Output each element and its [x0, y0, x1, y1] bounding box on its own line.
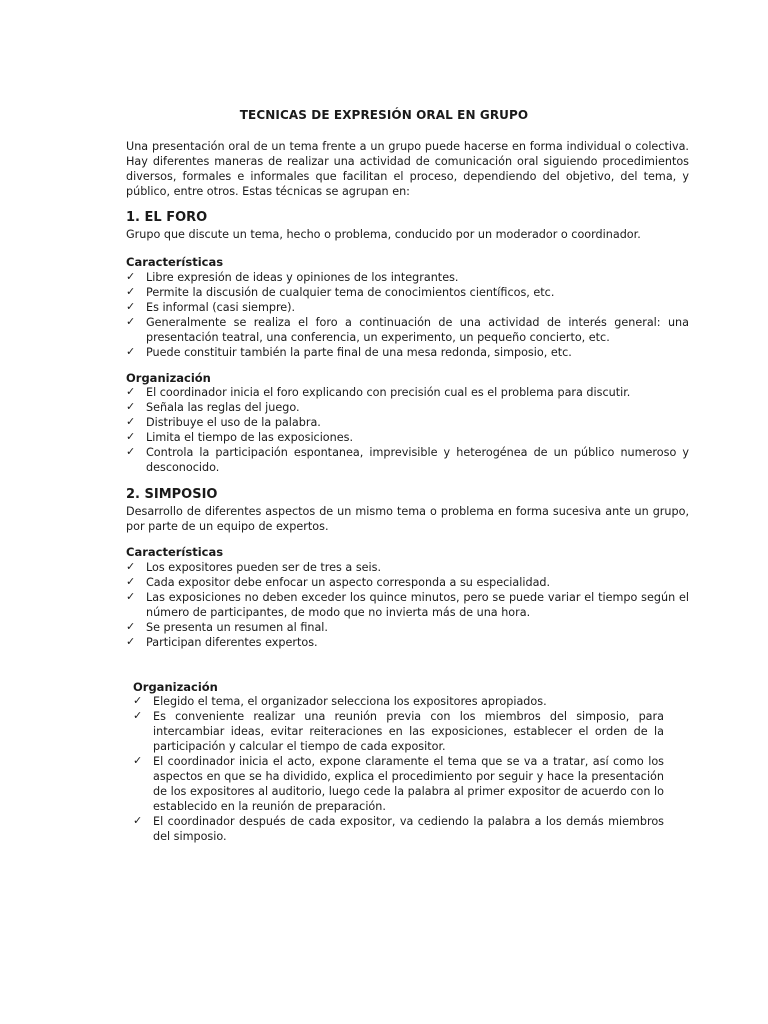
check-icon: ✓ [126, 635, 136, 648]
list-item: ✓ Señala las reglas del juego. [126, 400, 300, 414]
check-icon: ✓ [126, 430, 136, 443]
foro-organizacion-title: Organización [126, 371, 211, 385]
simposio-description: Desarrollo de diferentes aspectos de un mismo tema o problema en forma sucesiva ante un grupo, por parte de un equipo de expertos. [126, 505, 689, 533]
document-title: TECNICAS DE EXPRESIÓN ORAL EN GRUPO [239, 108, 529, 122]
list-item: ✓ Permite la discusión de cualquier tema de conocimientos científicos, etc. [126, 285, 555, 299]
simposio-organizacion-title: Organización [133, 680, 218, 694]
check-icon: ✓ [133, 814, 143, 827]
intro-paragraph: Una presentación oral de un tema frente a un grupo puede hacerse en forma individual o colectiva. Hay diferentes maneras de realizar una actividad de comunicación oral siguiendo procedimientos diversos, formales e informales que facilitan el proceso, dependiendo del objetivo, del tema, y público, entre otros. Estas técnicas se agrupan en: [126, 140, 689, 198]
check-icon: ✓ [126, 415, 136, 428]
simposio-caracteristicas-title: Características [126, 545, 224, 559]
simposio-organizacion-list [133, 694, 664, 844]
check-icon: ✓ [133, 754, 143, 767]
list-item: ✓ Puede constituir también la parte final de una mesa redonda, simposio, etc. [126, 345, 572, 359]
list-item: ✓ Controla la participación espontanea, imprevisible y heterogénea de un público numeroso y desconocido. [126, 445, 689, 474]
list-item: ✓ Se presenta un resumen al final. [126, 620, 328, 634]
list-item: ✓ Los expositores pueden ser de tres a seis. [126, 560, 382, 574]
check-icon: ✓ [126, 575, 136, 588]
list-item: ✓ Generalmente se realiza el foro a continuación de una actividad de interés general: una presentación teatral, una conferencia, un experimento, un pequeño concierto, etc. [126, 315, 689, 344]
foro-heading: 1. EL FORO [126, 210, 208, 225]
foro-description: Grupo que discute un tema, hecho o problema, conducido por un moderador o coordinador. [126, 228, 641, 241]
simposio-caracteristicas-list [126, 560, 689, 650]
check-icon: ✓ [126, 400, 136, 413]
check-icon: ✓ [126, 270, 136, 283]
check-icon: ✓ [133, 694, 143, 707]
check-icon: ✓ [126, 620, 136, 633]
list-item: ✓ Cada expositor debe enfocar un aspecto corresponda a su especialidad. [126, 575, 551, 589]
list-item: ✓ El coordinador inicia el foro explicando con precisión cual es el problema para discutir. [126, 385, 631, 399]
list-item: ✓ Limita el tiempo de las exposiciones. [126, 430, 354, 444]
check-icon: ✓ [126, 445, 136, 458]
check-icon: ✓ [126, 315, 136, 328]
check-icon: ✓ [126, 345, 136, 358]
list-item: ✓ Elegido el tema, el organizador selecciona los expositores apropiados. [133, 694, 547, 708]
list-item: ✓ Distribuye el uso de la palabra. [126, 415, 321, 429]
foro-organizacion-list [126, 385, 689, 475]
check-icon: ✓ [133, 709, 143, 722]
list-item: ✓ El coordinador después de cada expositor, va cediendo la palabra a los demás miembros del simposio. [133, 814, 664, 843]
check-icon: ✓ [126, 590, 136, 603]
list-item: ✓ Libre expresión de ideas y opiniones de los integrantes. [126, 270, 459, 284]
check-icon: ✓ [126, 560, 136, 573]
check-icon: ✓ [126, 385, 136, 398]
foro-caracteristicas-title: Características [126, 255, 224, 269]
list-item: ✓ Participan diferentes expertos. [126, 635, 318, 649]
list-item: ✓ Es informal (casi siempre). [126, 300, 296, 314]
foro-caracteristicas-list [126, 270, 689, 360]
list-item: ✓ El coordinador inicia el acto, expone claramente el tema que se va a tratar, así como los aspectos en que se ha dividido, explica el procedimiento por seguir y hace la presentación de los expositores al auditorio, luego cede la palabra al primer expositor de acuerdo con lo establecido en la reunión de preparación. [133, 754, 664, 813]
simposio-heading: 2. SIMPOSIO [126, 487, 218, 502]
list-item: ✓ Es conveniente realizar una reunión previa con los miembros del simposio, para intercambiar ideas, evitar reiteraciones en las exposiciones, establecer el orden de la participación y calcular el tiempo de cada expositor. [133, 709, 664, 753]
list-item: ✓ Las exposiciones no deben exceder los quince minutos, pero se puede variar el tiempo según el número de participantes, de modo que no invierta más de una hora. [126, 590, 689, 619]
check-icon: ✓ [126, 285, 136, 298]
check-icon: ✓ [126, 300, 136, 313]
